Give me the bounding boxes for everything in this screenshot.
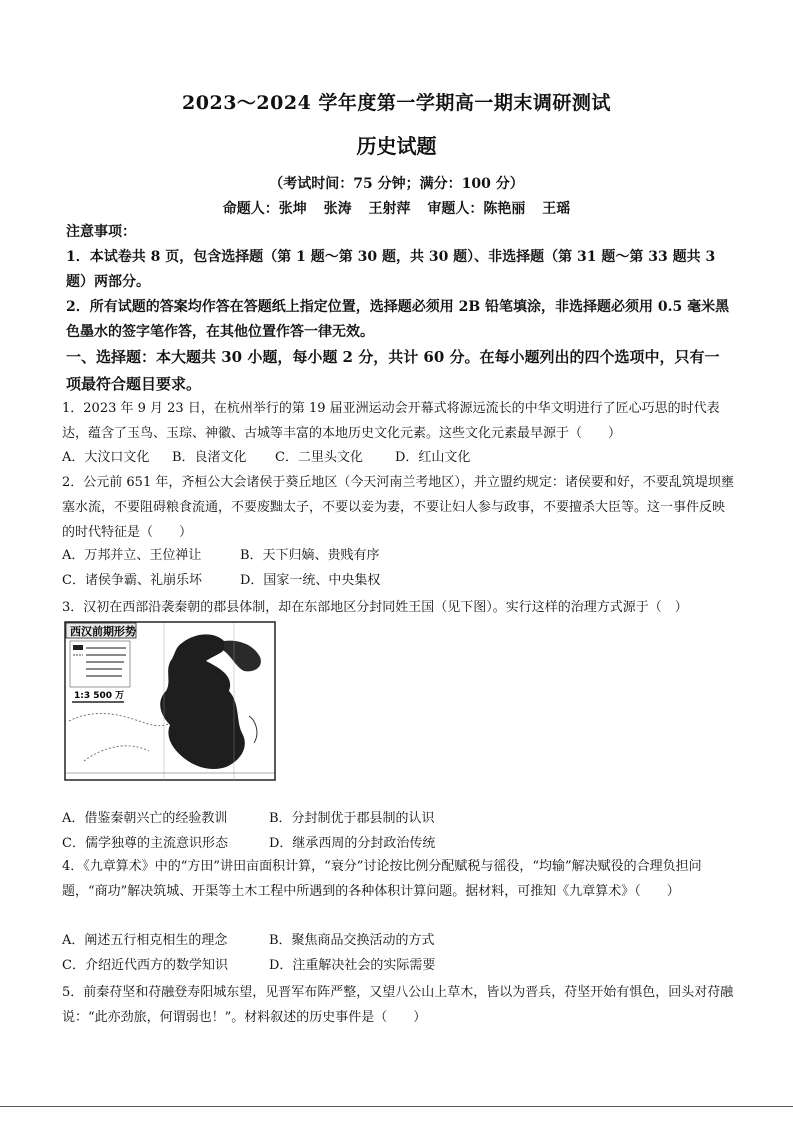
- option-b: B．聚焦商品交换活动的方式: [269, 933, 435, 948]
- option-a: A．大汶口文化: [62, 450, 150, 465]
- map-scale: 1:3 500 万: [74, 691, 125, 701]
- question-5-stem: 5．前秦苻坚和苻融登寿阳城东望，见晋军布阵严整，又望八公山上草木，皆以为晋兵，苻坚开始有惧色，回头对苻融说：“此亦劲旅，何谓弱也！”。材料叙述的历史事件是（ ）: [62, 985, 734, 1025]
- setter-name: 王射萍: [368, 201, 411, 217]
- notice-item-1: 1．本试卷共 8 页，包含选择题（第 1 题～第 30 题，共 30 题）、非选择题（第 31 题～第 33 题共 3 题）两部分。: [66, 249, 716, 290]
- option-c: C．二里头文化: [275, 450, 363, 465]
- question-4-options-row2: [62, 956, 435, 976]
- map-title: 西汉前期形势: [70, 625, 136, 638]
- question-2-options-row2: [62, 571, 380, 591]
- exam-info: （考试时间：75 分钟；满分：100 分）: [269, 176, 524, 192]
- option-a: A．借鉴秦朝兴亡的经验教训: [62, 811, 228, 826]
- question-4-options-row1: [62, 931, 435, 951]
- question-3-stem: 3．汉初在西部沿袭秦朝的郡县体制，却在东部地区分封同姓王国（见下图）。实行这样的治理方式源于（ ）: [62, 600, 688, 615]
- question-3-options-row2: [62, 834, 435, 854]
- reviewers-label: 审题人：陈艳丽: [427, 201, 526, 217]
- option-d: D．国家一统、中央集权: [240, 573, 381, 588]
- option-c: C．诸侯争霸、礼崩乐坏: [62, 573, 202, 588]
- reviewer-name: 王瑶: [542, 201, 571, 217]
- option-d: D．红山文化: [395, 450, 471, 465]
- notice-item-2: 2．所有试题的答案均作答在答题纸上指定位置，选择题必须用 2B 铅笔填涂，非选择题必须用 0.5 毫米黑色墨水的签字笔作答，在其他位置作答一律无效。: [66, 299, 730, 340]
- page-bottom-rule: [0, 1106, 793, 1107]
- option-b: B．天下归嫡、贵贱有序: [240, 548, 380, 563]
- setters-label: 命题人：张坤: [222, 201, 307, 217]
- section-heading: 一、选择题：本大题共 30 小题，每小题 2 分，共计 60 分。在每小题列出的四个选项中，只有一项最符合题目要求。: [66, 348, 720, 393]
- option-c: C．儒学独尊的主流意识形态: [62, 836, 228, 851]
- exam-subtitle: 历史试题: [356, 134, 437, 158]
- exam-title: 2023～2024 学年度第一学期高一期末调研测试: [182, 92, 611, 114]
- option-c: C．介绍近代西方的数学知识: [62, 958, 228, 973]
- question-2-options-row1: [62, 546, 380, 566]
- option-b: B．良渚文化: [172, 450, 247, 465]
- option-a: A．万邦并立、王位禅让: [62, 548, 202, 563]
- option-d: D．继承西周的分封政治传统: [269, 836, 436, 851]
- question-1-options: [62, 448, 470, 468]
- notice-heading: 注意事项：: [66, 224, 136, 240]
- western-han-map: [64, 621, 276, 781]
- option-d: D．注重解决社会的实际需要: [269, 958, 436, 973]
- question-1-stem: 1．2023 年 9 月 23 日，在杭州举行的第 19 届亚洲运动会开幕式将源远流长的中华文明进行了匠心巧思的时代表达，蕴含了玉鸟、玉琮、神徽、古城等丰富的本地历史文化元素。这些文化元素最早源于（ ）: [62, 401, 720, 441]
- question-4-stem: 4．《九章算术》中的“方田”讲田亩面积计算，“衰分”讨论按比例分配赋税与徭役，“均输”解决赋役的合理负担问题，“商功”解决筑城、开渠等土木工程中所遇到的各种体积计算问题。据材料，可推知《九章算术》（ ）: [62, 859, 702, 899]
- map-legend: [70, 641, 130, 687]
- question-2-stem: 2．公元前 651 年，齐桓公大会诸侯于葵丘地区（今天河南兰考地区），并立盟约规定：诸侯要和好，不要乱筑堤坝壅塞水流，不要阻碍粮食流通，不要废黜太子，不要以妾为妻，不要让妇人参与政事，不要擅杀大臣等。这一事件反映的时代特征是（ ）: [62, 475, 734, 540]
- question-3-options-row1: [62, 809, 435, 829]
- option-b: B．分封制优于郡县制的认识: [269, 811, 435, 826]
- exam-authors: [0, 198, 793, 218]
- setter-name: 张涛: [323, 201, 352, 217]
- option-a: A．阐述五行相克相生的理念: [62, 933, 228, 948]
